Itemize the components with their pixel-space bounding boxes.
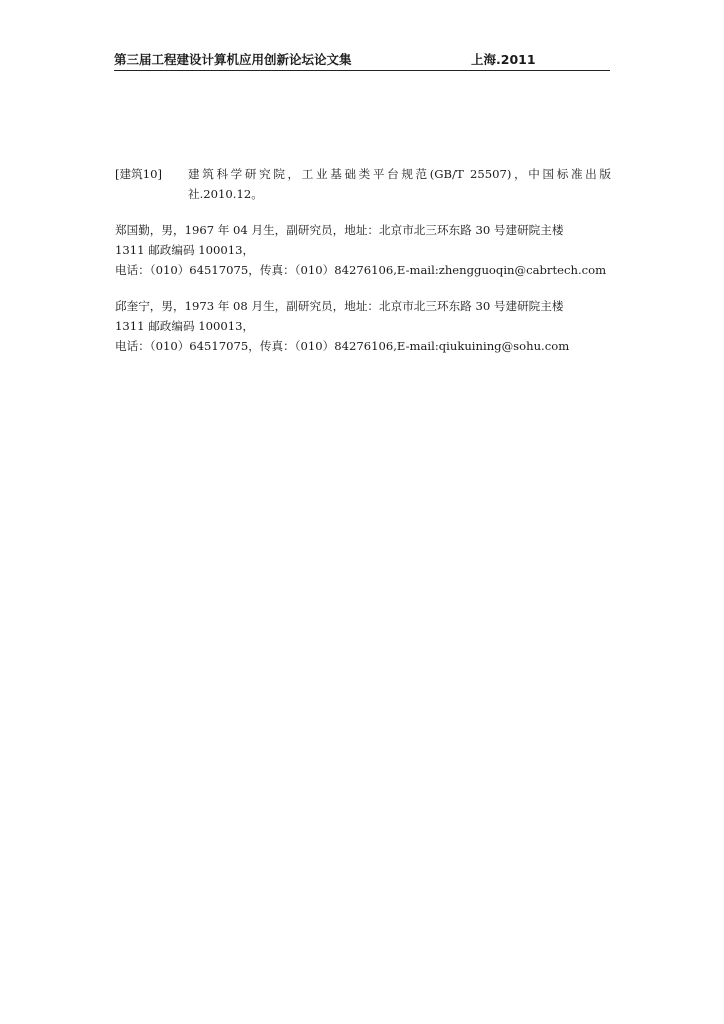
author-info-qiu	[115, 296, 611, 356]
conference-place-year: 上海.2011	[471, 52, 536, 67]
reference-tag: [建筑10]	[115, 167, 162, 181]
author-postcode-line: 1311 邮政编码 100013，	[115, 319, 255, 333]
author-bio-line: 邱奎宁，男，1973 年 08 月生，副研究员，地址：北京市北三环东路 30 号建研院主楼	[115, 299, 564, 313]
author-bio-line: 郑国勤，男，1967 年 04 月生，副研究员，地址：北京市北三环东路 30 号建研院主楼	[115, 223, 564, 237]
author-contact-line: 电话：（010）64517075，传真：（010）84276106,E-mail:qiukuining@sohu.com	[115, 339, 570, 353]
author-info-zheng	[115, 220, 611, 280]
author-contact-line: 电话：（010）64517075，传真：（010）84276106,E-mail:zhengguoqin@cabrtech.com	[115, 263, 607, 277]
running-header	[114, 52, 610, 71]
conference-title: 第三届工程建设计算机应用创新论坛论文集	[114, 52, 352, 67]
author-postcode-line: 1311 邮政编码 100013，	[115, 243, 255, 257]
reference-text: 建筑科学研究院，工业基础类平台规范(GB/T 25507)，中国标准出版社.2010.12。	[188, 167, 611, 201]
